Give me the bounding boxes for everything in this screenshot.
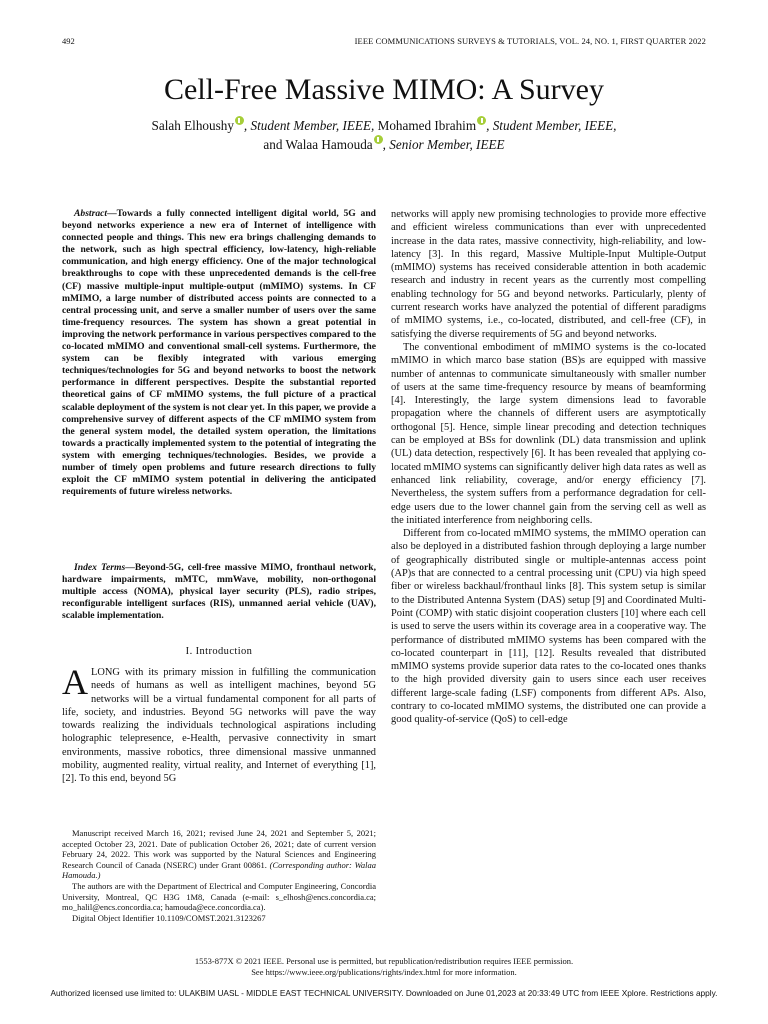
orcid-icon[interactable]	[477, 116, 486, 125]
license-bar: Authorized licensed use limited to: ULAKBIM UASL - MIDDLE EAST TECHNICAL UNIVERSITY. Downloaded on June 01,2023 at 20:33:49 UTC from IEEE Xplore. Restrictions apply.	[50, 988, 718, 998]
orcid-icon[interactable]	[235, 116, 244, 125]
orcid-icon[interactable]	[374, 135, 383, 144]
rights-link[interactable]: See https://www.ieee.org/publications/rights/index.html for more information.	[251, 967, 517, 977]
drop-cap: A	[62, 662, 88, 702]
page-number: 492	[62, 36, 75, 46]
doi-text[interactable]: Digital Object Identifier 10.1109/COMST.2021.3123267	[72, 912, 266, 923]
copyright-notice	[0, 956, 768, 978]
body-paragraph: Different from co-located mMIMO systems, the mMIMO operation can also be deployed in a distributed fashion through deploying a large number of geographically distributed single or multiple-antennas access point (AP)s that are connected to a central processing unit (CPU) via high speed fiber or wireless backhaul/fronthaul links [8]. This system setup is similar to the Distributed Antenna System (DAS) setup [9] and Coordinated Multi-Point (COMP) with static disjoint cooperation clusters [10] where each cell is used to serve the users within its coverage area in a cooperative way. The performance of distributed mMIMO systems has been compared with the co-located counterpart in [11], [12]. Results revealed that distributed mMIMO systems provide superior data rates to the co-located ones thanks to the high provided diversity gain to users since each user receives different large-scale fading (LSF) components from different APs. Also, contrary to co-located mMIMO systems, the distributed one can provide a good quality-of-service (QoS) to cell-edge	[391, 528, 706, 726]
corresponding-author: (Corresponding author: Walaa Hamouda.)	[62, 859, 376, 881]
body-paragraph: The conventional embodiment of mMIMO systems is the co-located mMIMO in which marco base station (BS)s are equipped with massive number of antennas to communicate simultaneously with smaller number of users at the same time-frequency resource by means of beamforming [4]. Interestingly, the large system dimensions lead to favorable propagation where the channels of different users are asymptotically orthogonal [5]. Hence, simple linear precoding and detection techniques can be employed at BSs for downlink (DL) data transmission and uplink (UL) data detection, respectively [6]. It has been revealed that applying co-located mMIMO systems can significantly deliver high data rates as well as enhanced link reliability, coverage, and/or energy efficiency [7]. Nevertheless, the system suffers from a performance degradation for cell-edge users due to the lower channel gain from the serving cell as well as the initiated interference from neighboring cells.	[391, 341, 706, 526]
abstract	[62, 208, 376, 498]
abstract-text: —Towards a fully connected intelligent digital world, 5G and beyond networks experience a new era of Internet of intelligence with connected people and things. This new era brings challenging demands to the network, such as high spectral efficiency, low-latency, high-reliable communication, and high energy efficiency. One of the major technological breakthroughs to cope with these unprecedented demands is the cell-free (CF) massive multiple-input multiple-output (mMIMO) systems. In CF mMIMO, a large number of distributed access points are connected to a central processing unit, and serve a smaller number of users over the same time-frequency resources. The system has shown a great potential in improving the network performance in various perspectives compared to the co-located mMIMO and conventional small-cell systems. Furthermore, the system can be flexibly integrated with various emerging techniques/technologies for 5G and beyond networks to boost the network performance in different perspectives. Despite the substantial reported theoretical gains of CF mMIMO systems, the full picture of a practical scalable deployment of the system is not clear yet. In this paper, we provide a comprehensive survey of different aspects of the CF mMIMO system from the general system model, the detailed system operation, the limitations towards a practically implemented system to the potential of integrating the system with emerging techniques/technologies. Besides, we provide a number of timely open problems and future research directions to fully exploit the CF mMIMO system potential in delivering the anticipated requirements of future wireless networks.	[62, 208, 376, 498]
author-block	[62, 116, 706, 154]
author-name: and Walaa Hamouda	[263, 137, 373, 152]
abstract-label: Abstract	[74, 208, 108, 219]
copyright-line: 1553-877X © 2021 IEEE. Personal use is permitted, but republication/redistribution requires IEEE permission.	[194, 956, 574, 966]
footnote	[62, 828, 376, 923]
paper-title: Cell-Free Massive MIMO: A Survey	[164, 73, 604, 106]
author-role: , Student Member, IEEE,	[486, 118, 617, 133]
intro-text: LONG with its primary mission in fulfilling the communication needs of humans as well as intelligent machines, beyond 5G networks will be a virtual fundamental component for all parts of life, society, and industries. Beyond 5G networks will pave the way towards realizing the individuals technological aspirations including holographic telepresence, e-Health, pervasive connectivity in smart environments, massive robotics, three dimensional massive unmanned mobility, augmented reality, virtual reality, and Internet of everything [1], [2]. To this end, beyond 5G	[62, 667, 376, 785]
author-name: Mohamed Ibrahim	[377, 118, 477, 133]
intro-paragraph	[62, 662, 376, 786]
section-heading: I. Introduction	[185, 646, 253, 657]
footnote-text: Manuscript received March 16, 2021; revised June 24, 2021 and September 5, 2021; accepted October 23, 2021. Date of publication October 26, 2021; date of current version February 24, 2022. This work was supported by the Natural Sciences and Engineering Research Council of Canada (NSERC) under Grant 00861.	[62, 828, 376, 870]
index-terms	[62, 562, 376, 622]
author-name: Salah Elhoushy	[151, 118, 234, 133]
author-role: , Student Member, IEEE,	[243, 118, 375, 133]
index-terms-label: Index Terms	[74, 562, 126, 573]
running-head: IEEE COMMUNICATIONS SURVEYS & TUTORIALS, VOL. 24, NO. 1, FIRST QUARTER 2022	[354, 36, 706, 46]
affiliation-text: The authors are with the Department of Electrical and Computer Engineering, Concordia University, Montreal, QC H3G 1M8, Canada (e-mail: s_elhosh@encs.concordia.ca; mo_halil@encs.concordia.ca; hamouda@ece.concordia.ca).	[62, 880, 376, 913]
right-column	[391, 208, 706, 727]
author-role: , Senior Member, IEEE	[382, 137, 505, 152]
index-terms-text: —Beyond-5G, cell-free massive MIMO, fronthaul network, hardware impairments, mMTC, mmWave, mobility, non-orthogonal multiple access (NOMA), physical layer security (PLS), radio stripes, reconfigurable intelligent surfaces (RIS), unmanned aerial vehicle (UAV), scalable implementation.	[62, 562, 376, 622]
body-paragraph: networks will apply new promising technologies to provide more effective and efficient wireless communications than ever with unprecedented increase in the data rates, massive connectivity, high-reliability, and low-latency [3]. In this regard, Massive Multiple-Input Multiple-Output (mMIMO) systems has received considerable attention in both academic research and industry in recent years as the currently most compelling enabling technology for 5G and beyond networks. Particularly, plenty of current research works have analyzed the potential of different paradigms of mMIMO systems, i.e., co-located, distributed, and cell-free (CF), in satisfying the diverse requirements of 5G and beyond networks.	[391, 209, 706, 340]
